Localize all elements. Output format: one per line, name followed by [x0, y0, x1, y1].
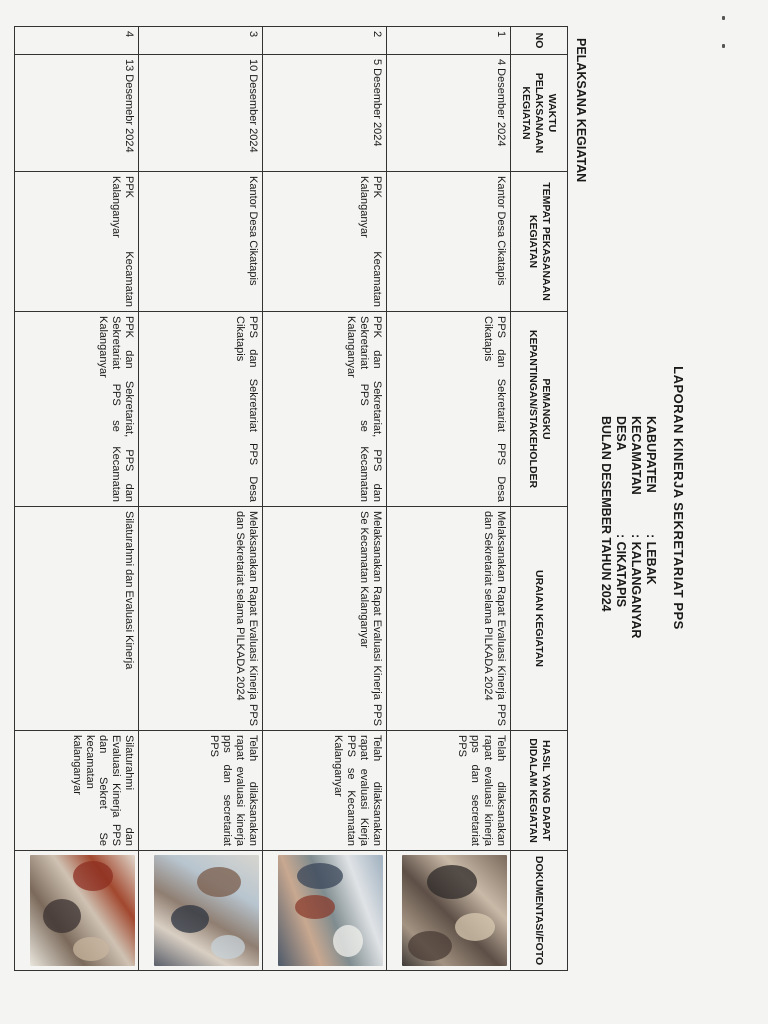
- cell-pemangku: PPK dan Sekretariat, PPS dan Sekretariat PPS se Kecamatan Kalanganyar: [15, 312, 139, 507]
- cell-tempat: Kantor Desa Cikatapis: [387, 172, 511, 312]
- cell-uraian: Melaksanakan Rapat Evaluasi Kinerja PPS dan Sekretariat selama PILKADA 2024: [387, 507, 511, 731]
- activity-photo: [154, 855, 259, 966]
- cell-no: 1: [387, 27, 511, 55]
- meta-label: DESA: [614, 416, 628, 451]
- cell-foto: [263, 851, 387, 971]
- rotated-document: [0, 26, 694, 970]
- section-title: PELAKSANA KEGIATAN: [574, 38, 588, 183]
- header-dokumentasi: DOKUMENTASI/FOTO: [511, 851, 568, 971]
- meta-value: : KALANGANYAR: [629, 534, 643, 639]
- table-row: [263, 27, 387, 971]
- cell-foto: [387, 851, 511, 971]
- cell-foto: [139, 851, 263, 971]
- meta-row-desa: [613, 416, 628, 638]
- header-hasil: HASIL YANG DAPAT DIDALAM KEGIATAN: [511, 731, 568, 851]
- table-row: [387, 27, 511, 971]
- header-waktu: WAKTU PELAKSANAAN KEGIATAN: [511, 55, 568, 172]
- meta-value: : LEBAK: [644, 534, 658, 585]
- meta-label: KECAMATAN: [629, 416, 643, 495]
- cell-hasil: Telah dilaksanakan rapat evaluasi kinerja pps dan secretariat PPS: [139, 731, 263, 851]
- cell-uraian: Silaturahmi dan Evaluasi Kinerja: [15, 507, 139, 731]
- cell-waktu: 13 Desemebr 2024: [15, 55, 139, 172]
- cell-uraian: Melaksanakan Rapat Evaluasi Kinerja PPS Se Kecamatan Kalanganyar: [263, 507, 387, 731]
- cell-pemangku: PPK dan Sekretariat, PPS dan Sekretariat PPS se Kecamatan Kalanganyar: [263, 312, 387, 507]
- header-tempat: TEMPAT PEKASANAAN KEGIATAN: [511, 172, 568, 312]
- cell-hasil: Telah dilaksanakan rapat evaluasi kinerja pps dan secretariat PPS: [387, 731, 511, 851]
- cell-hasil: Silaturahmi dan Evaluasi Kinerja PPS dan Sekret Se kecamatan kalanganyar: [15, 731, 139, 851]
- cell-no: 4: [15, 27, 139, 55]
- table-row: [15, 27, 139, 971]
- report-meta: [598, 416, 658, 638]
- cell-tempat: PPK Kecamatan Kalanganyar: [15, 172, 139, 312]
- header-no: NO: [511, 27, 568, 55]
- cell-waktu: 10 Desember 2024: [139, 55, 263, 172]
- activity-photo: [30, 855, 135, 966]
- header-uraian: URAIAN KEGIATAN: [511, 507, 568, 731]
- meta-row-bulan: [598, 416, 613, 638]
- table-row: [139, 27, 263, 971]
- cell-hasil: Telah dilaksanakan rapat evaluasi Kierja PPS se Kecamatan Kalanganyar: [263, 731, 387, 851]
- cell-uraian: Melaksanakan Rapat Evaluasi Kinerja PPS dan Sekretariat selama PILKADA 2024: [139, 507, 263, 731]
- table-header-row: [511, 27, 568, 971]
- cell-no: 3: [139, 27, 263, 55]
- meta-value: : CIKATAPIS: [614, 534, 628, 608]
- cell-pemangku: PPS dan Sekretariat PPS Desa Cikatapis: [139, 312, 263, 507]
- cell-tempat: Kantor Desa Cikatapis: [139, 172, 263, 312]
- activity-photo: [278, 855, 383, 966]
- scan-speck: [722, 16, 725, 20]
- activity-photo: [402, 855, 507, 966]
- activity-table: [14, 26, 568, 971]
- cell-waktu: 5 Desember 2024: [263, 55, 387, 172]
- cell-tempat: PPK Kecamatan Kalanganyar: [263, 172, 387, 312]
- meta-label: KABUPATEN: [644, 416, 658, 493]
- cell-no: 2: [263, 27, 387, 55]
- header-pemangku: PEMANGKU KEPANTINGAN/STAKEHOLDER: [511, 312, 568, 507]
- report-month: BULAN DESEMBER TAHUN 2024: [599, 416, 613, 612]
- cell-pemangku: PPS dan Sekretariat PPS Desa Cikatapis: [387, 312, 511, 507]
- meta-row-kabupaten: [643, 416, 658, 638]
- report-title: LAPORAN KINERJA SEKRETARIAT PPS: [671, 366, 686, 630]
- cell-foto: [15, 851, 139, 971]
- meta-row-kecamatan: [628, 416, 643, 638]
- cell-waktu: 4 Desember 2024: [387, 55, 511, 172]
- scan-speck: [722, 44, 725, 48]
